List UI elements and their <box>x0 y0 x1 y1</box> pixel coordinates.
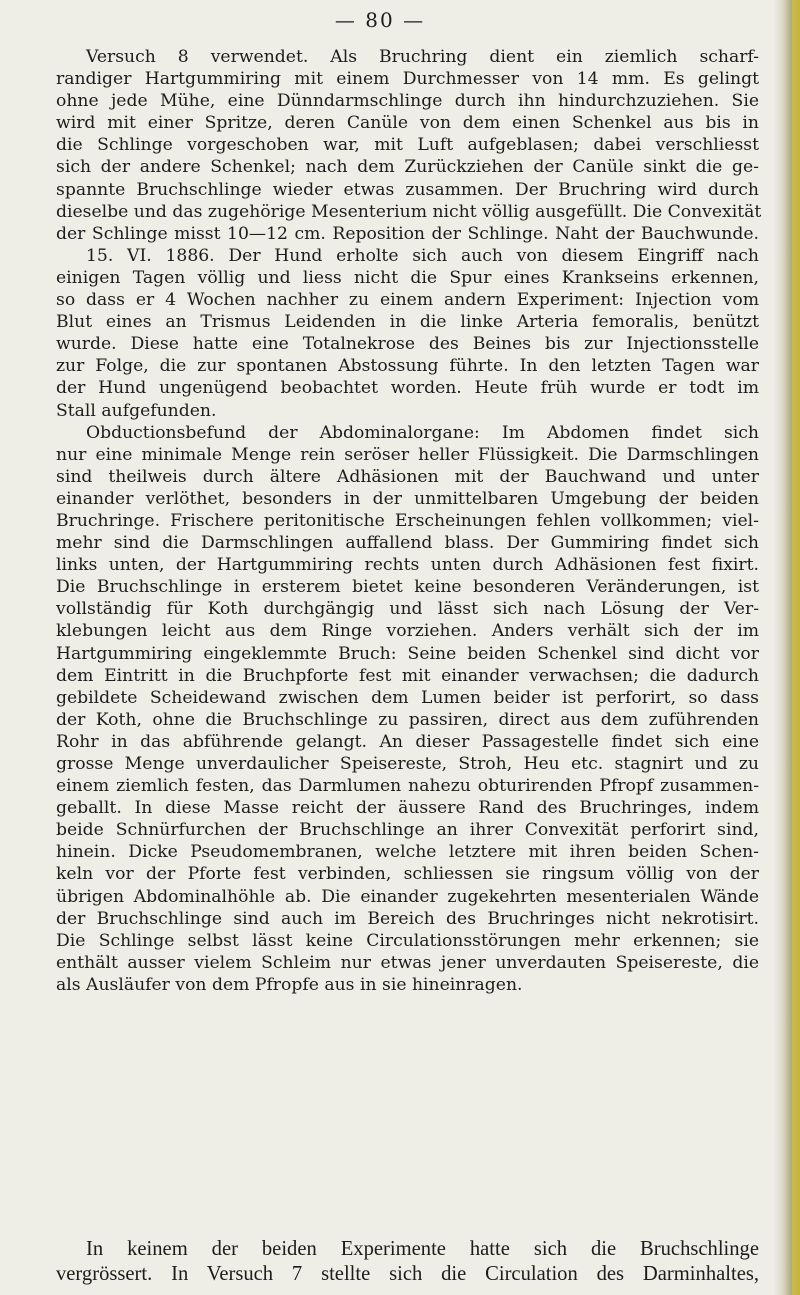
text-line: Obductionsbefund der Abdominalorgane: Im Abdomen findet sich <box>86 422 759 443</box>
text-line: der Bruchschlinge sind auch im Bereich des Bruchringes nicht nekrotisirt. <box>56 908 759 929</box>
text-line: mehr sind die Darmschlingen auffallend blass. Der Gummiring findet sich <box>56 533 759 554</box>
text-line: so dass er 4 Wochen nachher zu einem andern Experiment: Injection vom <box>56 290 759 311</box>
text-line: nur eine minimale Menge rein seröser heller Flüssigkeit. Die Darmschlingen <box>56 444 759 465</box>
text-line: wird mit einer Spritze, deren Canüle von dem einen Schenkel aus bis in <box>56 113 759 134</box>
text-line: dem Eintritt in die Bruchpforte fest mit einander verwachsen; die dadurch <box>56 665 759 686</box>
text-line: randiger Hartgummiring mit einem Durchmesser von 14 mm. Es gelingt <box>56 69 759 90</box>
text-line: gebildete Scheidewand zwischen dem Lumen beider ist perforirt, so dass <box>56 687 759 708</box>
text-line: vergrössert. In Versuch 7 stellte sich die Circulation des Darminhaltes, <box>56 1263 759 1285</box>
text-line: klebungen leicht aus dem Ringe vorziehen. Anders verhält sich der im <box>56 621 759 642</box>
text-line: 15. VI. 1886. Der Hund erholte sich auch von diesem Eingriff nach <box>86 245 759 266</box>
text-line: der Koth, ohne die Bruchschlinge zu passiren, direct aus dem zuführenden <box>56 709 759 730</box>
text-line: keln vor der Pforte fest verbinden, schliessen sie ringsum völlig von der <box>56 864 759 885</box>
text-line: Die Bruchschlinge in ersterem bietet keine besonderen Veränderungen, ist <box>56 577 759 598</box>
text-line: sich der andere Schenkel; nach dem Zurückziehen der Canüle sinkt die ge- <box>56 157 759 178</box>
text-line: Rohr in das abführende gelangt. An dieser Passagestelle findet sich eine <box>56 731 759 752</box>
text-line: spannte Bruchschlinge wieder etwas zusammen. Der Bruchring wird durch <box>56 179 759 200</box>
text-line: Versuch 8 verwendet. Als Bruchring dient ein ziemlich scharf- <box>86 47 759 67</box>
text-line: Bruchringe. Frischere peritonitische Erscheinungen fehlen vollkommen; viel- <box>56 510 759 531</box>
closing-paragraph <box>56 1237 759 1287</box>
text-line: hinein. Dicke Pseudomembranen, welche letztere mit ihren beiden Schen- <box>56 842 759 863</box>
text-line: als Ausläufer von dem Pfropfe aus in sie hineinragen. <box>56 974 523 995</box>
text-line: der Schlinge misst 10—12 cm. Reposition der Schlinge. Naht der Bauchwunde. <box>56 223 759 244</box>
text-line: Blut eines an Trismus Leidenden in die linke Arteria femoralis, benützt <box>56 312 759 333</box>
text-line: der Hund ungenügend beobachtet worden. Heute früh wurde er todt im <box>56 378 759 399</box>
text-line: sind theilweis durch ältere Adhäsionen mit der Bauchwand und unter <box>56 466 759 487</box>
text-line: die Schlinge vorgeschoben war, mit Luft aufgeblasen; dabei verschliesst <box>56 135 759 156</box>
text-line: einigen Tagen völlig und liess nicht die Spur eines Krankseins erkennen, <box>56 267 759 288</box>
body-text <box>56 46 762 996</box>
page-edge-shadow <box>774 0 800 1295</box>
text-line: dieselbe und das zugehörige Mesenterium nicht völlig ausgefüllt. Die Convexität <box>56 201 762 222</box>
text-line: In keinem der beiden Experimente hatte sich die Bruchschlinge <box>86 1238 759 1260</box>
text-line: Hartgummiring eingeklemmte Bruch: Seine beiden Schenkel sind dicht vor <box>56 643 759 664</box>
text-line: übrigen Abdominalhöhle ab. Die einander zugekehrten mesenterialen Wände <box>56 886 759 907</box>
text-line: ohne jede Mühe, eine Dünndarmschlinge durch ihn hindurchzuziehen. Sie <box>56 91 759 112</box>
text-line: vollständig für Koth durchgängig und lässt sich nach Lösung der Ver- <box>56 599 759 620</box>
text-line: enthält ausser vielem Schleim nur etwas jener unverdauten Speisereste, die <box>56 952 759 973</box>
text-line: einander verlöthet, besonders in der unmittelbaren Umgebung der beiden <box>56 488 759 509</box>
text-line: grosse Menge unverdaulicher Speisereste, Stroh, Heu etc. stagnirt und zu <box>56 754 759 774</box>
page-number: — 80 — <box>334 8 426 32</box>
text-line: Stall aufgefunden. <box>56 400 217 421</box>
text-line: beide Schnürfurchen der Bruchschlinge an ihrer Convexität perforirt sind, <box>56 820 759 841</box>
text-line: geballt. In diese Masse reicht der äussere Rand des Bruchringes, indem <box>56 798 759 819</box>
text-line: zur Folge, die zur spontanen Abstossung führte. In den letzten Tagen war <box>56 356 759 377</box>
text-line: links unten, der Hartgummiring rechts unten durch Adhäsionen fest fixirt. <box>56 555 759 576</box>
text-line: einem ziemlich festen, das Darmlumen nahezu obturirenden Pfropf zusammen- <box>56 776 759 797</box>
text-line: Die Schlinge selbst lässt keine Circulationsstörungen mehr erkennen; sie <box>56 930 759 951</box>
text-line: wurde. Diese hatte eine Totalnekrose des Beines bis zur Injectionsstelle <box>56 334 759 355</box>
